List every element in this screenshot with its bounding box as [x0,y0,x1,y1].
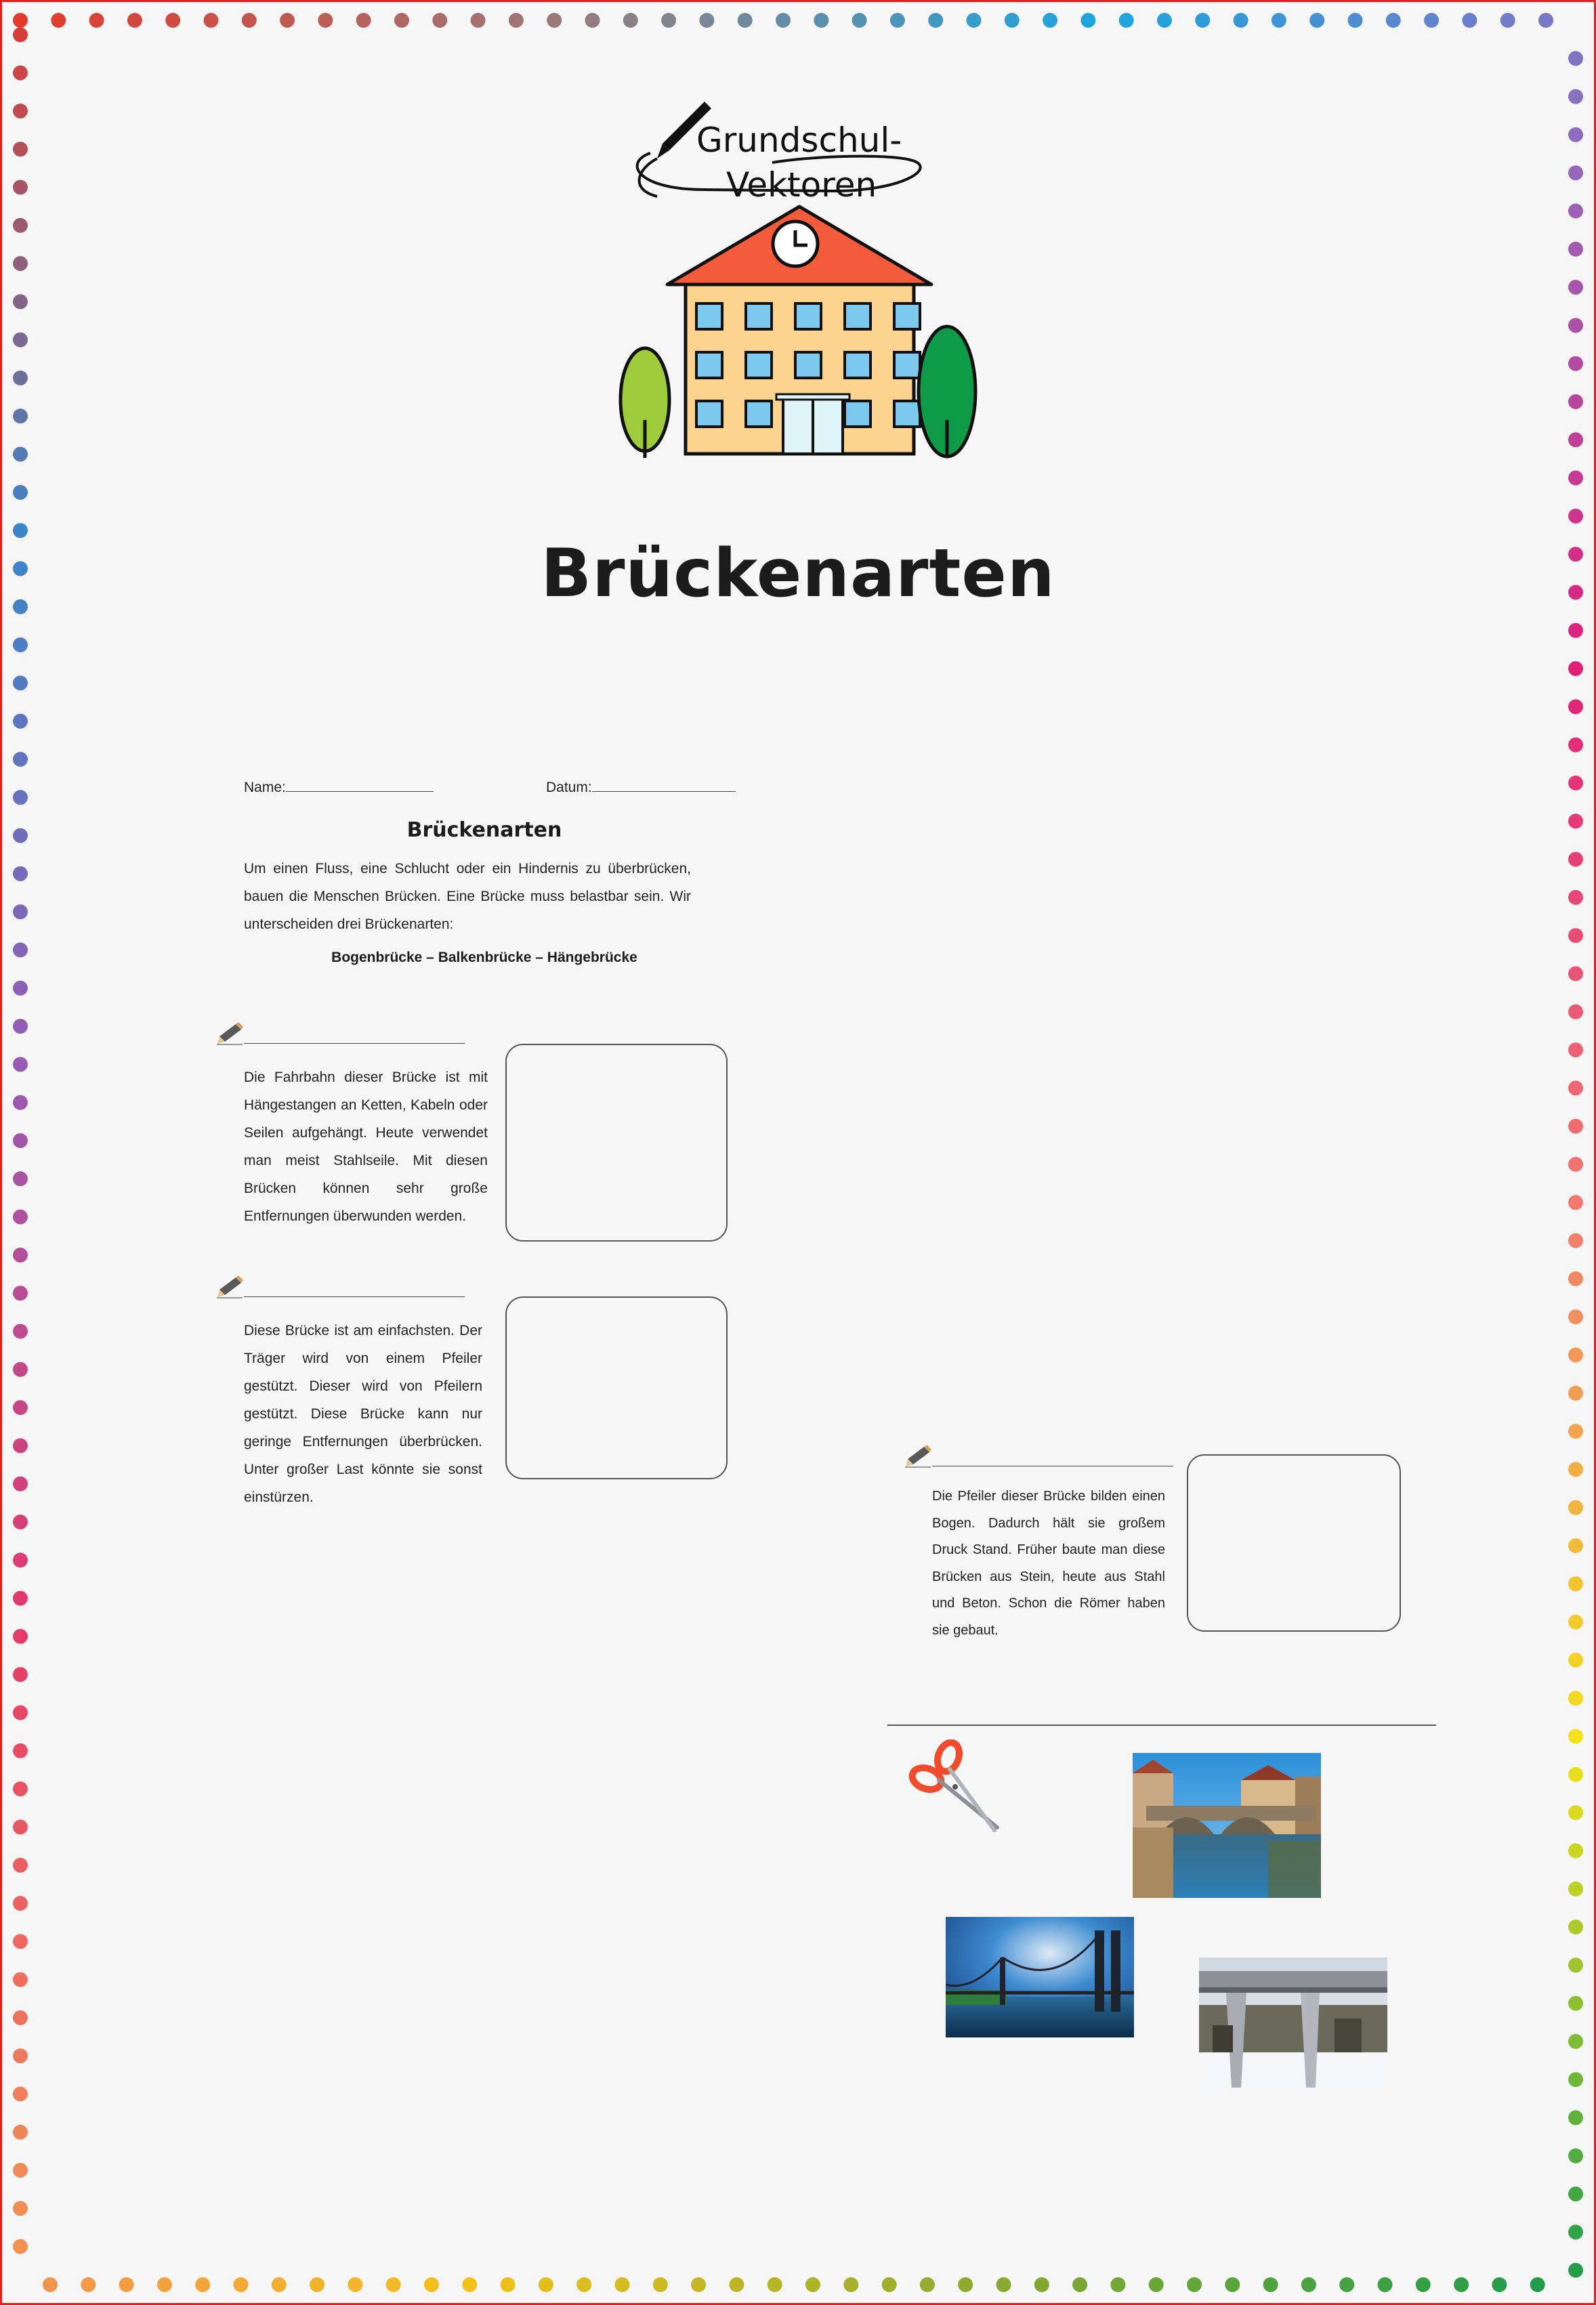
border-dot [1568,776,1583,790]
border-dot [13,1095,28,1110]
border-dot [81,2277,96,2292]
border-dot [1454,2277,1469,2292]
border-dot [1339,2277,1354,2292]
border-dot [661,13,676,28]
border-dot [738,13,753,28]
border-dot [1568,204,1583,219]
border-dot [576,2277,591,2292]
border-dot [13,1477,28,1492]
logo-text-line1: Grundschul- [696,121,902,160]
border-dot [13,1400,28,1415]
border-dot [776,13,791,28]
border-dot [242,13,257,28]
border-dot [615,2277,630,2292]
border-dot [1272,13,1286,28]
border-dot [204,13,219,28]
border-dot [13,1667,28,1682]
border-dot [13,1057,28,1072]
border-dot [1568,165,1583,180]
answer-line-2[interactable] [244,1296,465,1297]
border-dot [1149,2277,1164,2292]
border-dot [1234,13,1248,28]
border-dot [13,13,28,28]
border-dot [234,2277,249,2292]
border-dot [1034,2277,1049,2292]
border-dot [1157,13,1172,28]
border-dot [1301,2277,1316,2292]
border-dot [13,485,28,500]
scissors-icon [908,1739,1003,1834]
border-dot [13,1552,28,1567]
border-dot [13,943,28,958]
border-dot [1080,13,1095,28]
border-dot [1568,1538,1583,1553]
border-dot [13,637,28,652]
border-dot [1005,13,1020,28]
border-dot [1568,1653,1583,1668]
border-dot [1568,1958,1583,1972]
border-dot [1568,967,1583,981]
border-dot [1568,1424,1583,1439]
border-dot [996,2277,1011,2292]
border-dot [1110,2277,1125,2292]
name-line [286,791,434,792]
border-dot [547,13,562,28]
border-dot [1263,2277,1278,2292]
border-dot [501,2277,516,2292]
border-dot [280,13,295,28]
border-dot [13,1438,28,1453]
border-dot [127,13,142,28]
border-dot [699,13,714,28]
pencil-icon [215,1016,245,1046]
pencil-icon [215,1269,245,1299]
border-dot [13,981,28,996]
answer-line-1[interactable] [244,1043,465,1044]
border-dot [13,1858,28,1873]
border-dot [13,714,28,729]
border-dot [13,790,28,805]
border-dot [1568,1005,1583,1019]
border-dot [89,13,104,28]
image-drop-box-3[interactable] [1187,1454,1401,1632]
border-dot [729,2277,744,2292]
border-dot [471,13,486,28]
border-dot [1119,13,1134,28]
border-dot [13,828,28,843]
border-dot [1568,2263,1583,2278]
border-dot [1568,1462,1583,1477]
border-dot [318,13,333,28]
section-2-text: Diese Brücke ist am einfachsten. Der Träger wird von einem Pfeiler gestützt. Dieser wird von Pfeilern gestützt. Diese Brücke kann nur geringe Entfernungen überbrücken. Unter großer Last könnte sie sonst einstürzen. [244,1323,482,1505]
border-dot [1568,1080,1583,1095]
border-dot [1348,13,1363,28]
border-dot [43,2277,58,2292]
border-dot [1568,356,1583,371]
border-dot [1568,1119,1583,1134]
worksheet-heading: Brückenarten [406,818,562,842]
border-dot [1568,1996,1583,2011]
image-drop-box-2[interactable] [505,1296,728,1479]
border-dot [1568,1195,1583,1210]
border-dot [13,2010,28,2025]
border-dot [967,13,982,28]
name-field[interactable] [244,774,434,801]
border-dot [1568,623,1583,638]
border-dot [1225,2277,1240,2292]
name-label: Name: [244,780,286,795]
border-dot [13,904,28,919]
border-dot [1568,1309,1583,1324]
border-dot [13,27,28,42]
border-dot [13,1706,28,1720]
border-dot [272,2277,287,2292]
border-dot [1462,13,1477,28]
border-dot [1568,1157,1583,1172]
border-dot [805,2277,820,2292]
border-dot [882,2277,897,2292]
border-dot [1568,852,1583,867]
border-dot [1568,394,1583,409]
border-dot [1568,242,1583,257]
border-dot [1568,1576,1583,1591]
border-dot [1043,13,1057,28]
border-dot [1568,890,1583,905]
border-dot [13,447,28,462]
border-dot [691,2277,706,2292]
border-dot [585,13,600,28]
border-dot [13,294,28,309]
border-dot [1424,13,1439,28]
border-dot [13,1781,28,1796]
border-dot [928,13,943,28]
border-dot [13,1629,28,1644]
school-building-logo [610,88,989,467]
border-dot [1568,432,1583,447]
border-dot [13,1324,28,1339]
border-dot [1568,1271,1583,1286]
border-dot [386,2277,401,2292]
border-dot [119,2277,134,2292]
border-dot [1568,2072,1583,2087]
section-1-text: Die Fahrbahn dieser Brücke ist mit Hängestangen an Ketten, Kabeln oder Seilen aufgehängt. Heute verwendet man meist Stahlseile. Mit diesen Brücken können sehr große Entfernungen überwunden werden. [244,1070,488,1224]
border-dot [1568,1615,1583,1630]
border-dot [462,2277,477,2292]
border-dot [13,256,28,271]
border-dot [394,13,409,28]
border-dot [13,1286,28,1300]
border-dot [1568,1348,1583,1363]
border-dot [1568,509,1583,524]
border-dot [653,2277,668,2292]
border-dot [13,104,28,119]
border-dot [13,180,28,195]
border-dot [1195,13,1210,28]
border-dot [1568,127,1583,142]
cut-line [887,1725,1436,1726]
border-dot [1568,318,1583,333]
border-dot [13,2125,28,2140]
border-dot [13,408,28,423]
border-dot [13,1019,28,1034]
border-dot [157,2277,172,2292]
border-dot [1568,1500,1583,1515]
border-dot [1568,2224,1583,2239]
bridge-types: Bogenbrücke – Balkenbrücke – Hängebrücke [331,950,637,965]
border-dot [1386,13,1401,28]
border-dot [852,13,867,28]
border-dot [1568,89,1583,104]
border-dot [1568,1767,1583,1782]
border-dot [1568,2034,1583,2049]
border-dot [195,2277,210,2292]
border-dot [13,333,28,347]
section-3-text: Die Pfeiler dieser Brücke bilden einen Bogen. Dadurch hält sie großem Druck Stand. Früher baute man diese Brücken aus Stein, heute aus Stahl und Beton. Schon die Römer haben sie gebaut. [932,1489,1165,1638]
border-dot [890,13,905,28]
page-title: Brückenarten [541,535,1055,612]
border-dot [13,1896,28,1911]
border-dot [13,866,28,881]
border-dot [13,2201,28,2216]
border-dot [1378,2277,1393,2292]
border-dot [13,1248,28,1263]
border-dot [13,675,28,690]
border-dot [1072,2277,1087,2292]
border-dot [13,1972,28,1987]
border-dot [13,1133,28,1148]
border-dot [1492,2277,1507,2292]
border-dot [13,1934,28,1949]
border-dot [1187,2277,1202,2292]
border-dot [1568,1233,1583,1248]
border-dot [1568,2149,1583,2163]
border-dot [13,1362,28,1377]
border-dot [13,1515,28,1529]
border-dot [1568,928,1583,943]
border-dot [13,371,28,385]
border-dot [13,1743,28,1758]
border-dot [1416,2277,1431,2292]
border-dot [1568,813,1583,828]
border-dot [1568,1805,1583,1820]
date-field[interactable] [546,774,736,801]
border-dot [1568,2186,1583,2201]
border-dot [1538,13,1553,28]
border-dot [1530,2277,1545,2292]
suspension-bridge-photo[interactable] [946,1917,1134,2037]
border-dot [13,142,28,156]
border-dot [1568,738,1583,753]
border-dot [843,2277,858,2292]
border-dot [13,2048,28,2063]
border-dot [356,13,371,28]
date-label: Datum: [546,780,592,795]
border-dot [1568,1386,1583,1401]
border-dot [509,13,524,28]
border-dot [13,2239,28,2254]
border-dot [814,13,828,28]
date-line [592,791,736,792]
border-dot [1568,1691,1583,1706]
border-dot [1568,661,1583,676]
border-dot [13,752,28,767]
border-dot [768,2277,782,2292]
border-dot [13,1171,28,1186]
intro-text: Um einen Fluss, eine Schlucht oder ein Hindernis zu überbrücken, bauen die Menschen Brücken. Eine Brücke muss belastbar sein. Wir unterscheiden drei Brückenarten: [244,861,691,932]
border-dot [1568,1729,1583,1744]
logo-text-line2: Vektoren [726,165,877,205]
border-dot [432,13,447,28]
border-dot [1568,51,1583,66]
border-dot [13,66,28,81]
border-dot [13,2163,28,2178]
pencil-icon [904,1439,933,1468]
border-dot [13,2087,28,2102]
border-dot [958,2277,973,2292]
border-dot [424,2277,439,2292]
border-dot [1568,1920,1583,1934]
border-dot [1568,1843,1583,1858]
border-dot [539,2277,553,2292]
border-dot [13,1819,28,1834]
arch-bridge-photo[interactable] [1133,1753,1321,1898]
border-dot [1309,13,1324,28]
border-dot [1568,1882,1583,1897]
border-dot [1568,2111,1583,2126]
border-dot [623,13,638,28]
border-dot [165,13,180,28]
border-dot [348,2277,362,2292]
border-dot [51,13,66,28]
border-dot [310,2277,324,2292]
border-dot [1500,13,1515,28]
border-dot [13,1591,28,1606]
border-dot [13,1210,28,1225]
border-dot [13,218,28,233]
border-dot [1568,471,1583,486]
border-dot [920,2277,935,2292]
image-drop-box-1[interactable] [505,1044,728,1242]
border-dot [1568,699,1583,714]
border-dot [1568,1042,1583,1057]
beam-bridge-photo[interactable] [1199,1958,1387,2088]
border-dot [1568,280,1583,295]
